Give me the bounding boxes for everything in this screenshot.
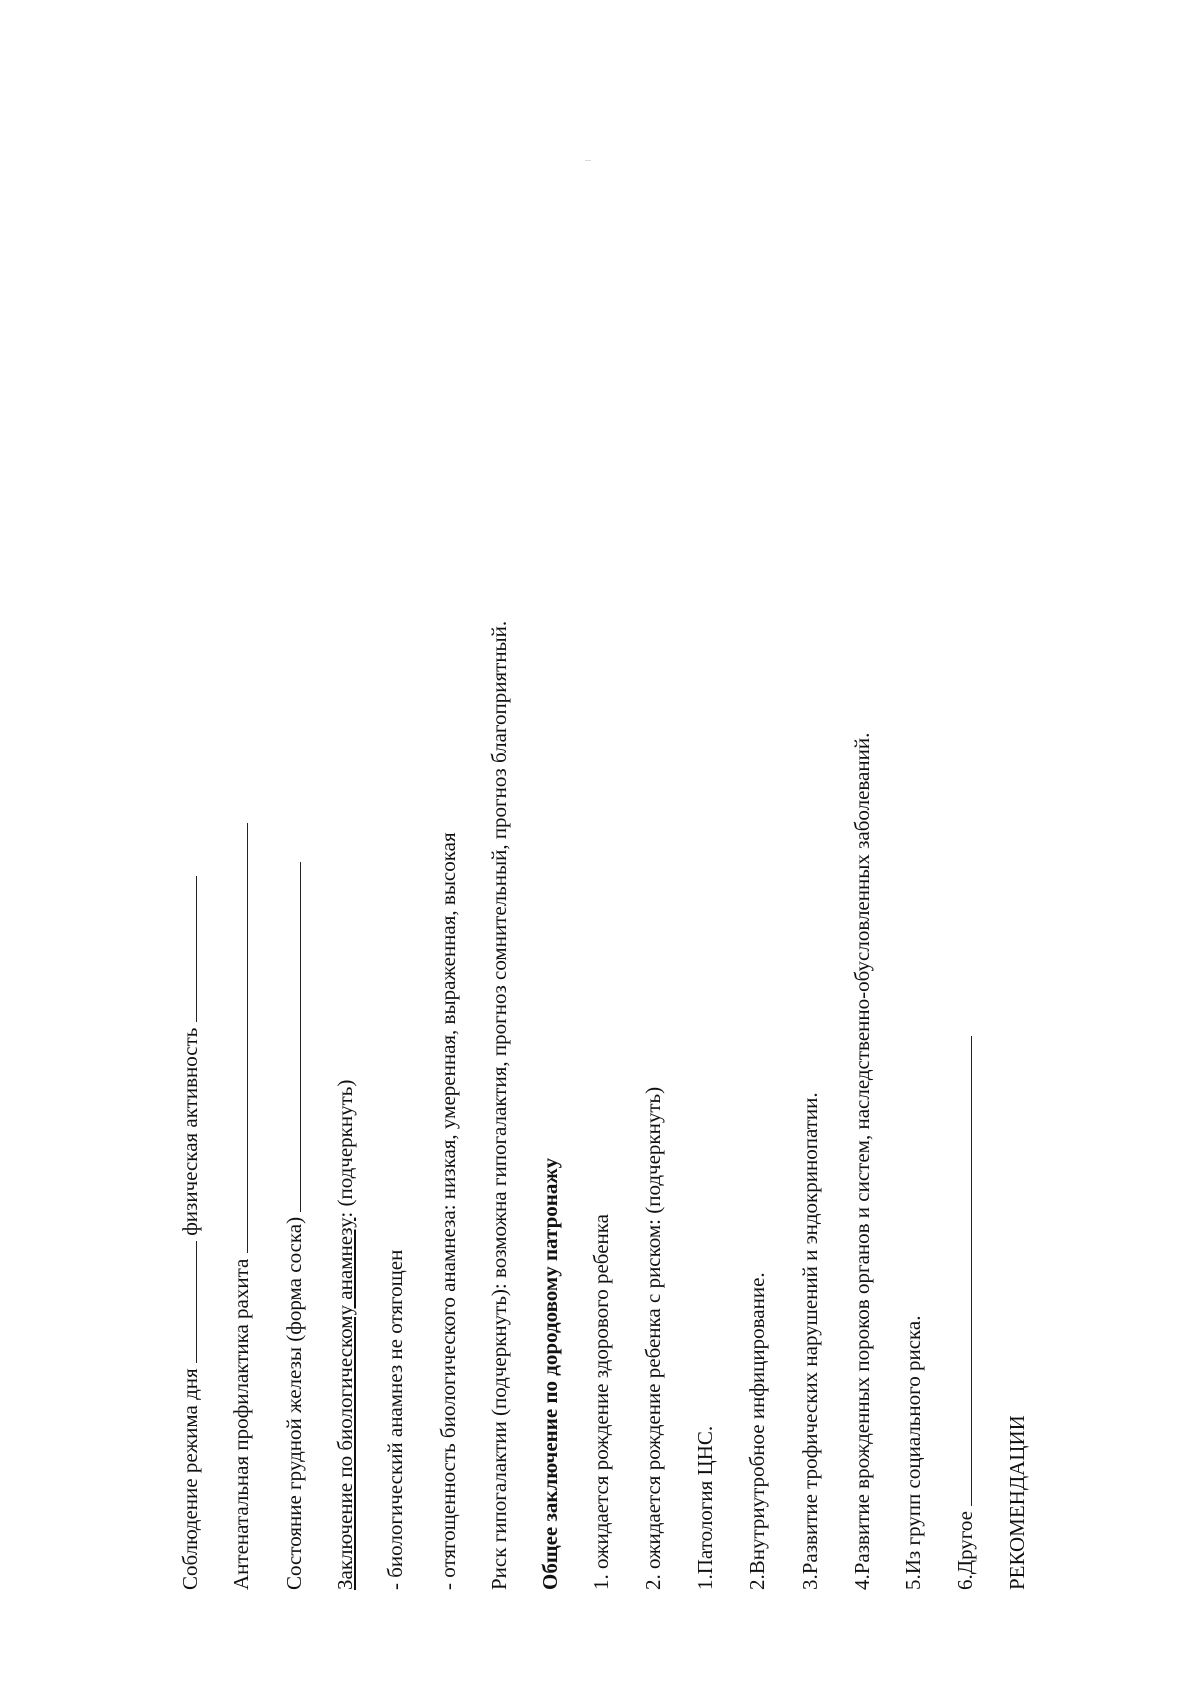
bio-anamnesis-conclusion-note: : (подчеркнуть) — [333, 1079, 357, 1218]
risk-social-groups[interactable]: 5.Из групп социального риска. — [901, 1315, 925, 1590]
line-breast-condition — [284, 862, 305, 1590]
risk-congenital-malformations[interactable]: 4.Развитие врожденных пороков органов и систем, наследственно-обусловленных заболеваний. — [850, 732, 874, 1590]
risk-intrauterine-infection[interactable]: 2.Внутриутробное инфицирование. — [745, 1272, 769, 1590]
bio-anamnesis-conclusion-heading: Заключение по биологическому анамнезу — [333, 1217, 357, 1590]
risk-trophic-endocrine[interactable]: 3.Развитие трофических нарушений и эндокринопатии. — [798, 1092, 822, 1590]
breast-condition-label: Состояние грудной железы (форма соска) — [282, 1216, 306, 1590]
risk-other-label: 6.Другое — [953, 1511, 977, 1590]
general-conclusion-heading: Общее заключение по дородовому патронажу — [538, 1157, 562, 1590]
recommendations-heading: РЕКОМЕНДАЦИИ — [1005, 1415, 1029, 1590]
scan-artifact — [585, 160, 591, 161]
breast-condition-blank[interactable] — [284, 862, 301, 1212]
line-bio-anamnesis-conclusion — [335, 1080, 356, 1590]
risk-other-blank[interactable] — [955, 1036, 972, 1506]
option-healthy-child[interactable]: 1. ожидается рождение здорового ребенка — [589, 1214, 613, 1590]
day-regimen-blank[interactable] — [180, 1241, 197, 1363]
line-hypogalactia-risk[interactable]: Риск гипогалактии (подчеркнуть): возможна гипогалактия, прогноз сомнительный, прогноз благоприятный. — [487, 620, 511, 1590]
risk-other — [955, 1036, 976, 1590]
line-anamnesis-burden-level[interactable]: - отягощенность биологического анамнеза: низкая, умеренная, выраженная, высокая — [436, 832, 460, 1590]
rickets-prophylaxis-label: Антенатальная профилактика рахита — [229, 1258, 253, 1590]
line-anamnesis-not-burdened[interactable]: - биологический анамнез не отягощен — [383, 1249, 407, 1590]
day-regimen-label: Соблюдение режима дня — [178, 1368, 202, 1590]
line-rickets-prophylaxis — [231, 823, 252, 1590]
rickets-prophylaxis-blank[interactable] — [231, 823, 248, 1253]
option-child-with-risk[interactable]: 2. ожидается рождение ребенка с риском: (подчеркнуть) — [641, 1086, 665, 1590]
line-day-regimen — [180, 876, 201, 1590]
risk-cns-pathology[interactable]: 1.Патология ЦНС. — [693, 1425, 717, 1590]
physical-activity-label: физическая активность — [178, 1027, 202, 1236]
physical-activity-blank[interactable] — [180, 876, 197, 1022]
